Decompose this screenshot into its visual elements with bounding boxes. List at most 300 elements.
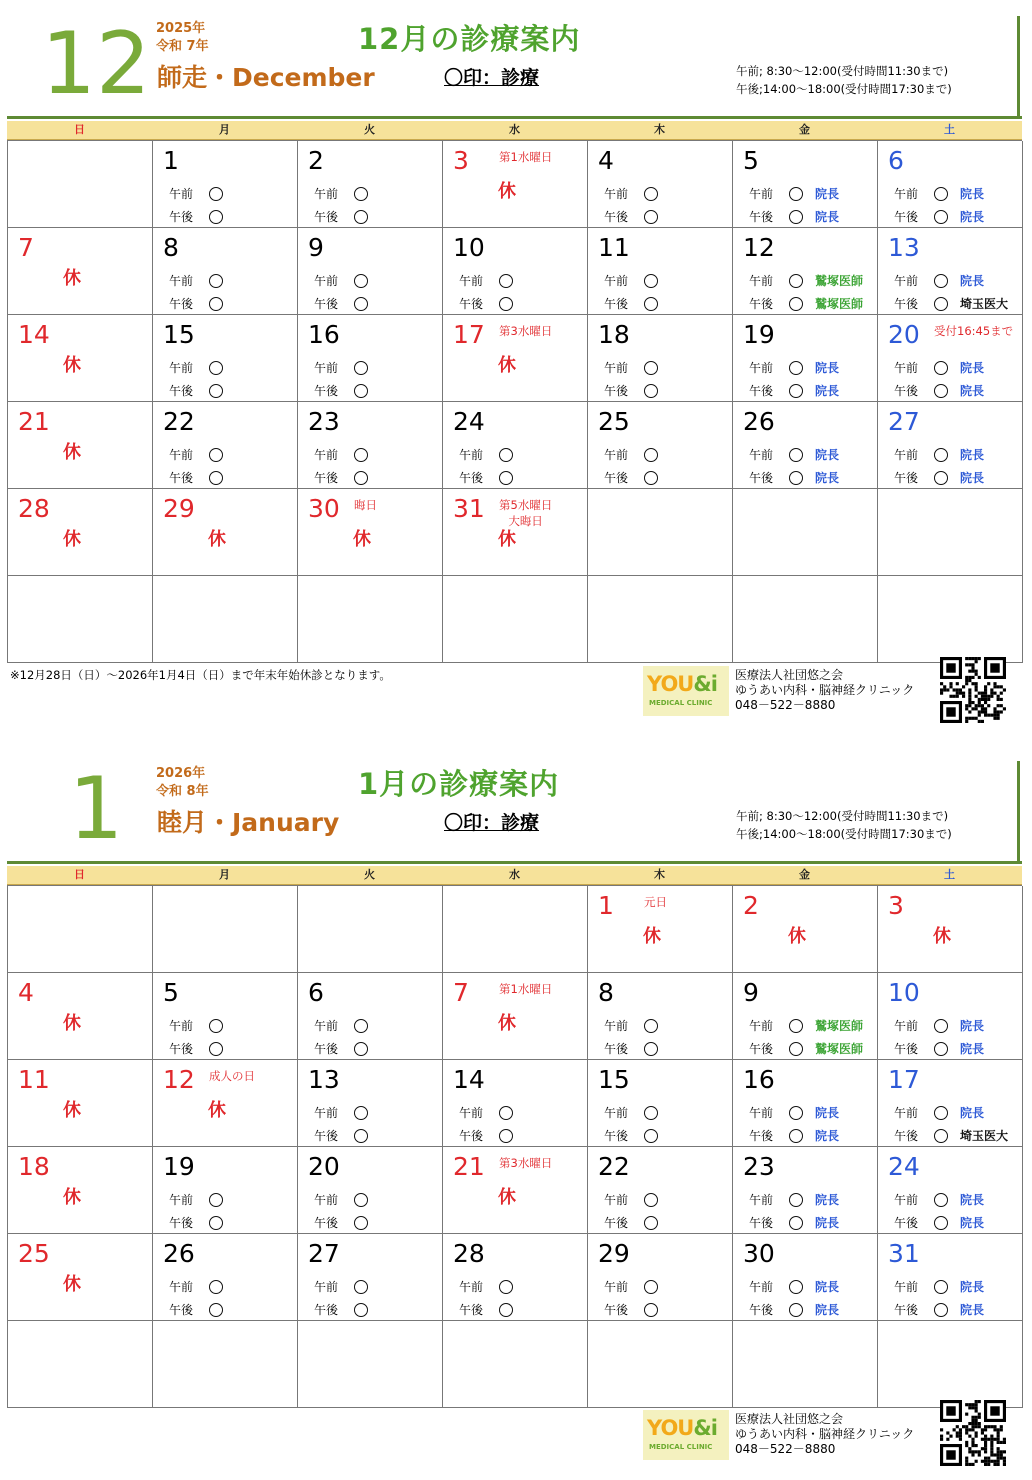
day-number: 2: [308, 146, 324, 175]
session-pm: [894, 468, 984, 488]
hours-info: [736, 62, 952, 98]
day-cell: [298, 576, 443, 663]
open-circle-icon: [499, 471, 513, 485]
session-am: [894, 1277, 984, 1297]
day-cell: [8, 141, 153, 228]
open-circle-icon: [934, 1193, 948, 1207]
session-am: [604, 1103, 658, 1123]
day-number: 18: [18, 1152, 50, 1181]
doctor-label: 院長: [815, 471, 840, 485]
session-am: [894, 271, 984, 291]
day-number: 22: [163, 407, 195, 436]
clinic-info: [735, 668, 914, 713]
clinic-logo: [643, 666, 729, 716]
open-circle-icon: [499, 1280, 513, 1294]
open-circle-icon: [789, 297, 803, 311]
open-circle-icon: [644, 1193, 658, 1207]
open-circle-icon: [934, 1019, 948, 1033]
open-circle-icon: [934, 187, 948, 201]
day-cell: [878, 489, 1023, 576]
doctor-label: 鷲塚医師: [815, 1042, 864, 1056]
session-pm: [749, 294, 863, 314]
session-am: [894, 445, 984, 465]
day-number: 31: [453, 494, 485, 523]
open-circle-icon: [934, 361, 948, 375]
day-number: 9: [308, 233, 324, 262]
day-number: 23: [743, 1152, 775, 1181]
day-note: 晦日: [354, 498, 377, 512]
open-circle-icon: [354, 274, 368, 288]
open-circle-icon: [934, 1106, 948, 1120]
session-am: [314, 271, 368, 291]
day-number: 19: [743, 320, 775, 349]
day-cell: [8, 402, 153, 489]
session-label: 午前: [169, 187, 194, 201]
open-circle-icon: [789, 384, 803, 398]
session-label: 午後: [604, 384, 629, 398]
day-cell: [878, 1234, 1023, 1321]
session-label: 午後: [604, 471, 629, 485]
month-number: 1: [68, 759, 124, 859]
day-cell: [153, 1060, 298, 1147]
hours-pm: 午後;14:00～18:00(受付時間17:30まで): [736, 827, 952, 841]
session-label: 午前: [169, 361, 194, 375]
session-label: 午後: [749, 297, 774, 311]
doctor-label: 院長: [960, 1019, 985, 1033]
session-label: 午後: [894, 1129, 919, 1143]
day-cell: [733, 1060, 878, 1147]
weekday-wed: 水: [509, 868, 520, 881]
session-label: 午後: [749, 1216, 774, 1230]
open-circle-icon: [209, 1216, 223, 1230]
open-circle-icon: [644, 1106, 658, 1120]
session-pm: [604, 1126, 658, 1146]
day-number: 20: [888, 320, 920, 349]
session-pm: [604, 381, 658, 401]
session-am: [604, 1016, 658, 1036]
day-number: 25: [18, 1239, 50, 1268]
session-pm: [314, 1039, 368, 1059]
session-label: 午前: [894, 1019, 919, 1033]
closed-label: 休: [498, 1013, 516, 1034]
day-cell: [8, 1234, 153, 1321]
session-label: 午前: [314, 1106, 339, 1120]
day-cell: [733, 973, 878, 1060]
day-cell: [733, 141, 878, 228]
qr-code-icon[interactable]: [940, 657, 1006, 723]
weekday-tue: 火: [364, 868, 375, 881]
day-number: 30: [743, 1239, 775, 1268]
session-label: 午後: [749, 1042, 774, 1056]
weekday-header: [7, 121, 1022, 140]
open-circle-icon: [934, 1042, 948, 1056]
doctor-label: 院長: [960, 1106, 985, 1120]
doctor-label: 院長: [960, 448, 985, 462]
day-number: 10: [453, 233, 485, 262]
session-label: 午後: [749, 1303, 774, 1317]
page-title: 12月の診療案内: [358, 22, 581, 56]
year-label: 2025年: [156, 21, 206, 36]
session-am: [314, 358, 368, 378]
open-circle-icon: [789, 187, 803, 201]
session-label: 午後: [749, 210, 774, 224]
day-number: 1: [163, 146, 179, 175]
logo-text-a: YOU: [647, 672, 694, 696]
day-cell: [733, 1321, 878, 1408]
session-label: 午後: [894, 210, 919, 224]
session-am: [459, 1277, 513, 1297]
session-pm: [604, 207, 658, 227]
open-circle-icon: [499, 274, 513, 288]
calendar-grid: [7, 885, 1022, 1408]
day-cell: [153, 576, 298, 663]
clinic-org: 医療法人社団悠之会: [735, 1412, 844, 1426]
day-cell: [443, 1147, 588, 1234]
day-cell: [733, 228, 878, 315]
day-number: 8: [163, 233, 179, 262]
day-cell: [588, 228, 733, 315]
session-label: 午前: [314, 1193, 339, 1207]
open-circle-icon: [499, 1303, 513, 1317]
day-number: 12: [743, 233, 775, 262]
session-label: 午前: [749, 361, 774, 375]
session-label: 午後: [604, 1303, 629, 1317]
open-circle-icon: [499, 297, 513, 311]
open-circle-icon: [934, 274, 948, 288]
open-circle-icon: [354, 187, 368, 201]
session-label: 午前: [169, 274, 194, 288]
day-note: 受付16:45まで: [934, 324, 1014, 338]
day-cell: [298, 973, 443, 1060]
session-label: 午前: [894, 187, 919, 201]
day-cell: [8, 1060, 153, 1147]
day-cell: [733, 402, 878, 489]
day-note: 第1水曜日: [499, 150, 553, 164]
day-number: 6: [308, 978, 324, 1007]
session-label: 午前: [749, 1193, 774, 1207]
open-circle-icon: [644, 1216, 658, 1230]
hours-info: [736, 807, 952, 843]
logo-text-b: &i: [693, 672, 717, 696]
session-pm: [604, 294, 658, 314]
day-cell: [443, 886, 588, 973]
doctor-label: 院長: [960, 274, 985, 288]
session-pm: [749, 1213, 839, 1233]
session-label: 午前: [459, 448, 484, 462]
session-am: [894, 1016, 984, 1036]
open-circle-icon: [934, 1280, 948, 1294]
session-label: 午後: [169, 384, 194, 398]
day-number: 29: [598, 1239, 630, 1268]
wareki-label: 令和 8年: [156, 784, 209, 799]
open-circle-icon: [354, 297, 368, 311]
doctor-label: 院長: [960, 1193, 985, 1207]
weekday-mon: 月: [219, 123, 230, 136]
open-circle-icon: [209, 210, 223, 224]
hours-pm: 午後;14:00～18:00(受付時間17:30まで): [736, 82, 952, 96]
legend: 〇印：診療: [444, 812, 540, 834]
doctor-label: 鷲塚医師: [815, 297, 864, 311]
closed-label: 休: [498, 529, 516, 550]
session-label: 午後: [169, 471, 194, 485]
day-number: 21: [453, 1152, 485, 1181]
legend: 〇印：診療: [444, 67, 540, 89]
open-circle-icon: [209, 448, 223, 462]
session-label: 午後: [749, 471, 774, 485]
day-note: 第1水曜日: [499, 982, 553, 996]
day-number: 6: [888, 146, 904, 175]
weekday-mon: 月: [219, 868, 230, 881]
day-cell: [298, 402, 443, 489]
day-number: 26: [743, 407, 775, 436]
day-cell: [733, 886, 878, 973]
day-cell: [443, 576, 588, 663]
day-number: 29: [163, 494, 195, 523]
day-cell: [443, 315, 588, 402]
qr-code-icon[interactable]: [940, 1400, 1006, 1466]
session-am: [749, 1103, 839, 1123]
session-label: 午前: [894, 448, 919, 462]
open-circle-icon: [209, 297, 223, 311]
weekday-thu: 木: [654, 123, 665, 136]
page-title: 1月の診療案内: [358, 767, 560, 801]
day-cell: [878, 1321, 1023, 1408]
day-note: 第5水曜日 大晦日: [499, 498, 553, 528]
header-rule: [7, 861, 1022, 864]
day-number: 15: [163, 320, 195, 349]
day-cell: [153, 1321, 298, 1408]
closed-label: 休: [208, 1100, 226, 1121]
day-cell: [443, 489, 588, 576]
day-number: 19: [163, 1152, 195, 1181]
clinic-phone[interactable]: 048－522－8880: [735, 1442, 836, 1456]
weekday-sun: 日: [74, 123, 85, 136]
session-am: [894, 1103, 984, 1123]
day-cell: [588, 1147, 733, 1234]
day-cell: [298, 489, 443, 576]
logo-subtext: MEDICAL CLINIC: [649, 1443, 713, 1451]
clinic-org: 医療法人社団悠之会: [735, 668, 844, 682]
session-am: [749, 445, 839, 465]
day-cell: [153, 141, 298, 228]
session-pm: [169, 1039, 223, 1059]
day-note: 成人の日: [209, 1069, 255, 1083]
session-pm: [169, 294, 223, 314]
day-cell: [153, 402, 298, 489]
day-cell: [153, 1147, 298, 1234]
session-label: 午前: [314, 1019, 339, 1033]
open-circle-icon: [354, 210, 368, 224]
session-am: [459, 271, 513, 291]
day-number: 16: [308, 320, 340, 349]
weekday-header: [7, 866, 1022, 885]
session-pm: [314, 1126, 368, 1146]
weekday-tue: 火: [364, 123, 375, 136]
open-circle-icon: [644, 187, 658, 201]
session-label: 午後: [749, 384, 774, 398]
session-am: [894, 358, 984, 378]
clinic-phone[interactable]: 048－522－8880: [735, 698, 836, 712]
day-cell: [588, 576, 733, 663]
session-am: [749, 1190, 839, 1210]
session-am: [169, 184, 223, 204]
closed-label: 休: [63, 268, 81, 289]
open-circle-icon: [209, 1042, 223, 1056]
hours-am: 午前; 8:30～12:00(受付時間11:30まで): [736, 809, 949, 823]
session-label: 午前: [749, 448, 774, 462]
doctor-label: 院長: [815, 210, 840, 224]
session-label: 午後: [894, 1042, 919, 1056]
open-circle-icon: [499, 1106, 513, 1120]
session-am: [169, 1277, 223, 1297]
open-circle-icon: [354, 1129, 368, 1143]
day-number: 8: [598, 978, 614, 1007]
day-number: 7: [18, 233, 34, 262]
open-circle-icon: [209, 361, 223, 375]
day-cell: [298, 886, 443, 973]
clinic-logo: [643, 1410, 729, 1460]
session-am: [169, 1190, 223, 1210]
day-cell: [8, 489, 153, 576]
open-circle-icon: [209, 1193, 223, 1207]
day-cell: [298, 1147, 443, 1234]
open-circle-icon: [209, 1280, 223, 1294]
logo-subtext: MEDICAL CLINIC: [649, 699, 713, 707]
open-circle-icon: [354, 1303, 368, 1317]
open-circle-icon: [644, 471, 658, 485]
session-label: 午前: [894, 274, 919, 288]
day-cell: [878, 973, 1023, 1060]
closed-label: 休: [498, 181, 516, 202]
day-cell: [733, 1147, 878, 1234]
session-label: 午前: [604, 1106, 629, 1120]
session-am: [314, 1277, 368, 1297]
month-number: 12: [41, 14, 151, 114]
open-circle-icon: [644, 1280, 658, 1294]
session-pm: [314, 207, 368, 227]
session-pm: [749, 1126, 839, 1146]
session-am: [604, 445, 658, 465]
day-cell: [733, 315, 878, 402]
closed-label: 休: [63, 1100, 81, 1121]
doctor-label: 院長: [815, 187, 840, 201]
session-label: 午後: [314, 384, 339, 398]
session-pm: [314, 381, 368, 401]
day-cell: [878, 315, 1023, 402]
session-label: 午後: [894, 1216, 919, 1230]
day-number: 27: [308, 1239, 340, 1268]
open-circle-icon: [789, 1303, 803, 1317]
open-circle-icon: [644, 210, 658, 224]
doctor-label: 院長: [815, 1303, 840, 1317]
session-label: 午後: [604, 210, 629, 224]
day-number: 7: [453, 978, 469, 1007]
session-label: 午後: [169, 1216, 194, 1230]
session-label: 午前: [604, 1280, 629, 1294]
doctor-label: 院長: [960, 1042, 985, 1056]
header-vertical-rule: [1017, 761, 1020, 863]
day-cell: [733, 489, 878, 576]
doctor-label: 鷲塚医師: [815, 274, 864, 288]
day-cell: [443, 402, 588, 489]
session-label: 午前: [894, 1106, 919, 1120]
day-number: 11: [18, 1065, 50, 1094]
day-number: 31: [888, 1239, 920, 1268]
doctor-label: 埼玉医大: [960, 1129, 1009, 1143]
closed-label: 休: [63, 529, 81, 550]
doctor-label: 院長: [815, 1129, 840, 1143]
session-label: 午前: [894, 361, 919, 375]
session-label: 午後: [314, 1303, 339, 1317]
session-am: [459, 1103, 513, 1123]
session-am: [749, 184, 839, 204]
session-pm: [749, 1039, 863, 1059]
clinic-name: ゆうあい内科・脳神経クリニック: [735, 683, 915, 697]
day-number: 28: [453, 1239, 485, 1268]
open-circle-icon: [644, 1129, 658, 1143]
day-number: 3: [453, 146, 469, 175]
day-cell: [8, 315, 153, 402]
logo-text-b: &i: [693, 1416, 717, 1440]
session-pm: [169, 468, 223, 488]
doctor-label: 埼玉医大: [960, 297, 1009, 311]
session-am: [604, 271, 658, 291]
session-label: 午前: [749, 1280, 774, 1294]
day-cell: [298, 1321, 443, 1408]
day-number: 4: [18, 978, 34, 1007]
day-number: 13: [308, 1065, 340, 1094]
session-am: [894, 184, 984, 204]
open-circle-icon: [644, 361, 658, 375]
session-label: 午後: [459, 471, 484, 485]
day-cell: [153, 973, 298, 1060]
doctor-label: 院長: [960, 187, 985, 201]
day-number: 23: [308, 407, 340, 436]
wareki-label: 令和 7年: [156, 39, 209, 54]
session-pm: [459, 294, 513, 314]
doctor-label: 院長: [960, 1303, 985, 1317]
session-label: 午後: [459, 1129, 484, 1143]
session-am: [604, 1190, 658, 1210]
session-label: 午後: [314, 471, 339, 485]
session-label: 午前: [169, 448, 194, 462]
open-circle-icon: [789, 361, 803, 375]
doctor-label: 院長: [815, 1193, 840, 1207]
session-label: 午前: [314, 448, 339, 462]
open-circle-icon: [209, 1019, 223, 1033]
day-number: 14: [453, 1065, 485, 1094]
session-pm: [314, 1213, 368, 1233]
day-cell: [588, 489, 733, 576]
open-circle-icon: [354, 1042, 368, 1056]
day-cell: [878, 886, 1023, 973]
session-pm: [749, 381, 839, 401]
session-label: 午前: [314, 1280, 339, 1294]
day-number: 18: [598, 320, 630, 349]
day-note: 第3水曜日: [499, 324, 553, 338]
session-pm: [314, 468, 368, 488]
open-circle-icon: [789, 1042, 803, 1056]
day-cell: [878, 402, 1023, 489]
day-number: 14: [18, 320, 50, 349]
session-label: 午前: [749, 187, 774, 201]
open-circle-icon: [354, 448, 368, 462]
day-cell: [733, 1234, 878, 1321]
session-label: 午後: [169, 1042, 194, 1056]
open-circle-icon: [644, 274, 658, 288]
session-label: 午後: [169, 1303, 194, 1317]
open-circle-icon: [789, 448, 803, 462]
